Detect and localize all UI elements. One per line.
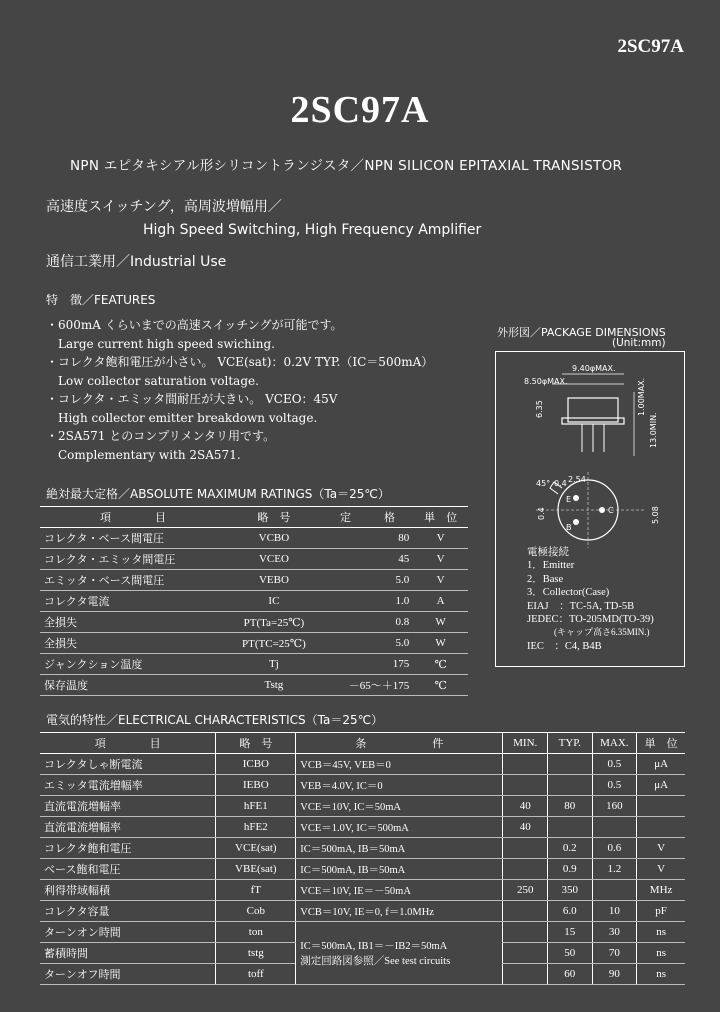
package-title: 外形図／PACKAGE DIMENSIONS [497,326,666,339]
cell-item: ベース飽和電圧 [40,859,216,880]
cell-item: エミッタ電流増幅率 [40,775,216,796]
table-row [40,901,685,922]
cell-symbol: Cob [216,901,296,922]
cell-max: 0.5 [592,754,637,775]
cell-unit: A [413,591,468,612]
cell-symbol: Tj [226,654,322,675]
cell-condition: VEB＝4.0V, IC＝0 [296,775,503,796]
cell-symbol: ICBO [216,754,296,775]
cell-condition: VCB＝10V, IE＝0, f＝1.0MHz [296,901,503,922]
cell-min [503,964,548,985]
application-jp: 高速度スイッチング，高周波増幅用／ [46,199,282,215]
cell-condition: VCE＝10V, IC＝50mA [296,796,503,817]
cell-item: 利得帯域幅積 [40,880,216,901]
pin-1 [573,495,579,501]
cell-max: 30 [592,922,637,943]
cell-unit: ℃ [413,675,468,696]
note-line: (キャップ高さ6.35MIN.) [527,627,650,638]
cell-item: コレクタ電流 [40,591,226,612]
cell-rating: －65～＋175 [322,675,413,696]
table-row [40,880,685,901]
note-line: JEDEC：TO-205MD(TO-39) [527,614,654,626]
cell-max: 90 [592,964,637,985]
feature-line: ・600mA くらいまでの高速スイッチングが可能です。 [46,318,343,332]
pin-label: E [566,495,572,504]
feature-line: ・コレクタ・エミッタ間耐圧が大きい。 VCEO：45V [46,392,338,406]
cell-max: 70 [592,943,637,964]
col-header: 略 号 [226,507,322,528]
col-header: 項 目 [40,507,226,528]
cell-unit: V [637,859,685,880]
table-row [40,591,468,612]
cell-typ: 15 [548,922,593,943]
cell-condition: VCE＝10V, IE＝－50mA [296,880,503,901]
cell-typ: 0.9 [548,859,593,880]
pin-label: B [566,523,572,532]
cell-max: 160 [592,796,637,817]
dim-label: 1.00MAX. [637,377,646,416]
cell-max [592,880,637,901]
cell-symbol: fT [216,880,296,901]
note-line: IEC ：C4, B4B [527,640,602,652]
features-list [46,316,433,464]
cell-unit [637,817,685,838]
cell-condition: IC＝500mA, IB＝50mA [296,859,503,880]
cell-min: 250 [503,880,548,901]
feature-line: Low collector saturation voltage. [46,373,259,388]
note-line: 電極接続 [527,547,569,558]
cell-symbol: hFE2 [216,817,296,838]
cell-unit: V [413,570,468,591]
feature-line: ・2SA571 とのコンプリメンタリ用です。 [46,429,276,443]
feature-line: Complementary with 2SA571. [46,447,241,462]
table-row [40,549,468,570]
col-header: 定 格 [322,507,413,528]
cell-unit: ℃ [413,654,468,675]
cell-typ [548,817,593,838]
dim-label: 6.35 [535,400,544,418]
col-header: 項 目 [40,733,216,754]
cell-condition: IC＝500mA, IB＝50mA [296,838,503,859]
cell-symbol: Tstg [226,675,322,696]
cell-unit: V [637,838,685,859]
cell-symbol: VCBO [226,528,322,549]
cell-symbol: VCEO [226,549,322,570]
cell-item: 保存温度 [40,675,226,696]
cell-unit: pF [637,901,685,922]
cell-item: コレクタ飽和電圧 [40,838,216,859]
cell-item: ジャンクション温度 [40,654,226,675]
note-line: EIAJ ：TC-5A, TD-5B [527,600,635,612]
cell-typ [548,775,593,796]
pin-2 [573,519,579,525]
cell-unit: W [413,612,468,633]
cell-min [503,922,548,943]
cell-typ: 60 [548,964,593,985]
cell-max [592,817,637,838]
features-heading: 特 徴／FEATURES [46,293,156,307]
cell-item: 全損失 [40,633,226,654]
cell-symbol: VBE(sat) [216,859,296,880]
cell-rating: 45 [322,549,413,570]
table-row [40,817,685,838]
cell-condition: VCE＝1.0V, IC＝500mA [296,817,503,838]
feature-line: ・コレクタ飽和電圧が小さい。 VCE(sat)：0.2V TYP.（IC＝500mA） [46,355,434,369]
cell-rating: 80 [322,528,413,549]
cell-max: 0.5 [592,775,637,796]
cell-unit: ns [637,964,685,985]
table-row [40,838,685,859]
cell-unit: V [413,528,468,549]
note-line: 2．Base [527,573,564,585]
subtitle: NPN エピタキシアル形シリコントランジスタ／NPN SILICON EPITAXIAL TRANSISTOR [70,158,623,174]
col-header: 単 位 [413,507,468,528]
dim-label: 5.08 [651,506,660,524]
cell-condition [296,922,503,985]
cell-min [503,838,548,859]
col-header: MIN. [503,733,548,754]
table-row [40,922,685,943]
cell-typ: 50 [548,943,593,964]
cell-symbol: VEBO [226,570,322,591]
feature-line: High collector emitter breakdown voltage. [46,410,318,425]
dim-label: 45° [536,479,551,488]
dim-label: 9.40φMAX. [572,364,616,373]
table-row [40,633,468,654]
cell-unit: ns [637,922,685,943]
switch-condition: IC＝500mA, IB1＝－IB2＝50mA [300,941,448,952]
dim-label: 8.50φMAX. [524,377,568,386]
cell-item: コレクタ容量 [40,901,216,922]
col-header: 条 件 [296,733,503,754]
cell-unit: MHz [637,880,685,901]
cell-symbol: toff [216,964,296,985]
table-header-row [40,507,468,528]
cell-item: 全損失 [40,612,226,633]
cell-symbol: IC [226,591,322,612]
dim-label: 0.4 [554,479,567,488]
dim-label: 13.0MIN. [649,412,658,448]
package-unit: (Unit:mm) [612,337,666,349]
table-row [40,570,468,591]
table-row [40,654,468,675]
cell-unit: ns [637,943,685,964]
cell-min [503,754,548,775]
cell-item: コレクタしゃ断電流 [40,754,216,775]
cell-rating: 5.0 [322,570,413,591]
cell-unit [637,796,685,817]
cell-rating: 1.0 [322,591,413,612]
abs-max-table [40,506,468,696]
package-notes [527,546,654,653]
col-header: 略 号 [216,733,296,754]
pin-label: C [608,506,614,515]
cell-typ: 80 [548,796,593,817]
table-header-row [40,733,685,754]
cell-typ [548,754,593,775]
col-header: MAX. [592,733,637,754]
cell-min [503,943,548,964]
cell-item: コレクタ・エミッタ間電圧 [40,549,226,570]
table-row [40,796,685,817]
cell-item: ターンオフ時間 [40,964,216,985]
cell-symbol: VCE(sat) [216,838,296,859]
cell-max: 0.6 [592,838,637,859]
cell-max: 1.2 [592,859,637,880]
cell-typ: 6.0 [548,901,593,922]
note-line: 3．Collector(Case) [527,587,610,599]
cell-symbol: hFE1 [216,796,296,817]
cell-symbol: PT(Ta=25℃) [226,612,322,633]
cell-unit: W [413,633,468,654]
cell-min [503,775,548,796]
cell-item: エミッタ・ベース間電圧 [40,570,226,591]
cell-max: 10 [592,901,637,922]
cell-min [503,859,548,880]
cell-unit: μA [637,754,685,775]
note-line: 1．Emitter [527,560,575,572]
table-row [40,612,468,633]
table-row [40,754,685,775]
elec-heading: 電気的特性／ELECTRICAL CHARACTERISTICS（Ta＝25℃） [46,713,384,727]
dim-label: 0.4 [537,507,546,520]
cell-unit: V [413,549,468,570]
cell-symbol: tstg [216,943,296,964]
cell-symbol: PT(TC=25℃) [226,633,322,654]
feature-line: Large current high speed swiching. [46,336,275,351]
cell-typ: 0.2 [548,838,593,859]
page-title: 2SC97A [290,89,430,131]
application-en: High Speed Switching, High Frequency Amplifier [143,222,482,238]
cell-item: 直流電流増幅率 [40,817,216,838]
can-flange [562,418,624,424]
cell-min: 40 [503,796,548,817]
cell-symbol: IEBO [216,775,296,796]
cell-item: 蓄積時間 [40,943,216,964]
cell-min: 40 [503,817,548,838]
dim-label: 2.54 [568,475,586,484]
cell-item: 直流電流増幅率 [40,796,216,817]
table-row [40,859,685,880]
cell-typ: 350 [548,880,593,901]
cell-symbol: ton [216,922,296,943]
table-row [40,675,468,696]
cell-rating: 0.8 [322,612,413,633]
abs-max-heading: 絶対最大定格／ABSOLUTE MAXIMUM RATINGS（Ta＝25℃） [46,487,390,501]
part-number-header: 2SC97A [617,36,684,57]
cell-item: ターンオン時間 [40,922,216,943]
table-row [40,775,685,796]
cell-rating: 5.0 [322,633,413,654]
cell-min [503,901,548,922]
col-header: 単 位 [637,733,685,754]
col-header: TYP. [548,733,593,754]
cell-unit: μA [637,775,685,796]
elec-table [40,732,685,985]
table-row [40,528,468,549]
cell-item: コレクタ・ベース間電圧 [40,528,226,549]
switch-condition: 測定回路図参照／See test circuits [300,956,451,967]
cell-rating: 175 [322,654,413,675]
industrial-use: 通信工業用／Industrial Use [46,254,227,270]
cell-condition: VCB＝45V, VEB＝0 [296,754,503,775]
